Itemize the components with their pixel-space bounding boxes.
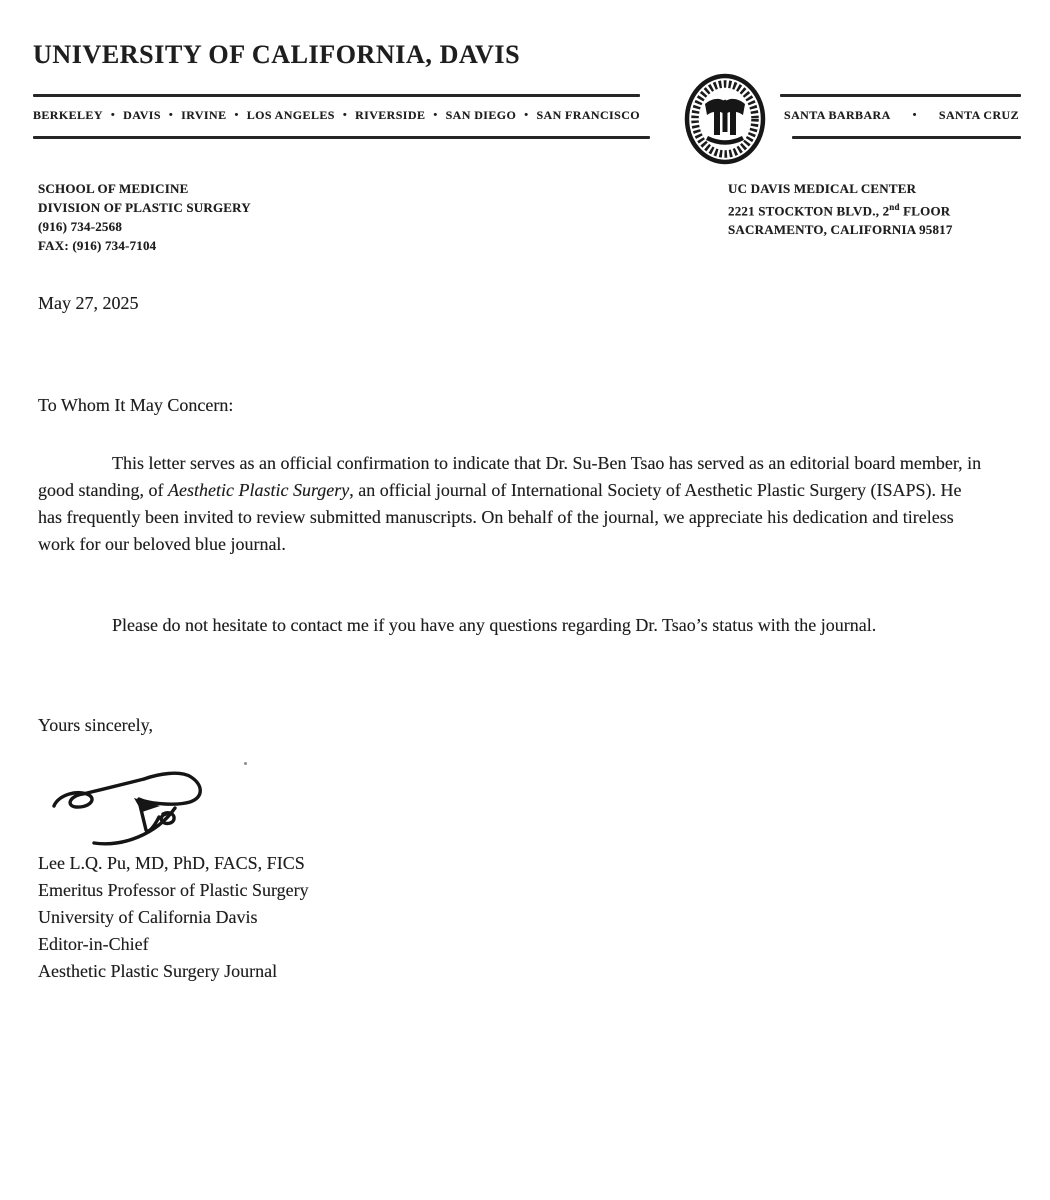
body-paragraph-1: [38, 450, 988, 558]
department-line: SCHOOL OF MEDICINE: [38, 181, 189, 196]
signature-line: Emeritus Professor of Plastic Surgery: [38, 880, 309, 900]
signature-line: Editor-in-Chief: [38, 934, 149, 954]
campus-list-left: [33, 108, 640, 123]
street-address: 2221 STOCKTON BLVD., 2: [728, 203, 890, 219]
salutation: To Whom It May Concern:: [38, 395, 234, 415]
campus-name: SANTA CRUZ: [938, 108, 1019, 122]
signature-line: Lee L.Q. Pu, MD, PhD, FACS, FICS: [38, 853, 305, 873]
bullet-separator-icon: •: [433, 108, 438, 121]
department-address-block: [38, 179, 251, 255]
signature-block: [38, 850, 309, 985]
closing: Yours sincerely,: [38, 715, 153, 735]
department-line: DIVISION OF PLASTIC SURGERY: [38, 200, 251, 215]
paragraph-text: This letter serves as an official confirmation to indicate that Dr. Su-Ben Tsao has served as an editorial board member, in good standing, of: [38, 453, 982, 500]
scan-speck: [244, 762, 247, 765]
floor-label: FLOOR: [899, 203, 951, 219]
body-paragraph-2: Please do not hesitate to contact me if you have any questions regarding Dr. Tsao’s status with the journal.: [112, 615, 877, 635]
ordinal-superscript: nd: [889, 202, 900, 212]
bullet-separator-icon: •: [342, 108, 348, 121]
signature-line: Aesthetic Plastic Surgery Journal: [38, 961, 278, 981]
signature-graphic: [42, 748, 242, 853]
campus-name: SAN DIEGO: [445, 108, 517, 122]
bullet-separator-icon: •: [912, 108, 917, 121]
bullet-separator-icon: •: [524, 108, 529, 121]
journal-name-italic: Aesthetic Plastic Surgery: [168, 480, 350, 500]
medical-center-line: SACRAMENTO, CALIFORNIA 95817: [728, 222, 953, 238]
campus-name: IRVINE: [181, 108, 227, 122]
header-rule-right-top: [780, 94, 1021, 97]
campus-list-right: [784, 108, 1019, 123]
bullet-separator-icon: •: [110, 108, 116, 121]
campus-name: LOS ANGELES: [246, 108, 335, 122]
bullet-separator-icon: •: [168, 108, 174, 121]
medical-center-line: UC DAVIS MEDICAL CENTER: [728, 181, 917, 196]
letter-date: May 27, 2025: [38, 293, 139, 313]
department-line: (916) 734-2568: [38, 219, 123, 234]
medical-center-line: [728, 198, 953, 220]
department-line: FAX: (916) 734-7104: [38, 238, 157, 253]
medical-center-address-block: [728, 179, 953, 239]
university-title: UNIVERSITY OF CALIFORNIA, DAVIS: [33, 40, 521, 69]
handwritten-signature-icon: [42, 748, 242, 853]
header-rule-right-bottom: [792, 136, 1021, 139]
campus-name: SAN FRANCISCO: [536, 108, 640, 122]
campus-name: RIVERSIDE: [355, 108, 426, 122]
header-rule-left-bottom: [33, 136, 650, 139]
university-seal-icon: [683, 72, 767, 166]
header-rule-left-top: [33, 94, 640, 97]
bullet-separator-icon: •: [234, 108, 239, 121]
paragraph-text: , an official journal of International Society of Aesthetic Plastic Surgery (ISAPS). He has frequently been invited to review submitted manuscripts. On behalf of the journal, we appreciate his dedication and tireless work for our beloved blue journal.: [38, 480, 962, 554]
signature-line: University of California Davis: [38, 907, 258, 927]
campus-name: DAVIS: [123, 108, 161, 122]
uc-seal-graphic: [683, 72, 767, 166]
campus-name: BERKELEY: [33, 108, 103, 122]
campus-name: SANTA BARBARA: [784, 108, 891, 122]
